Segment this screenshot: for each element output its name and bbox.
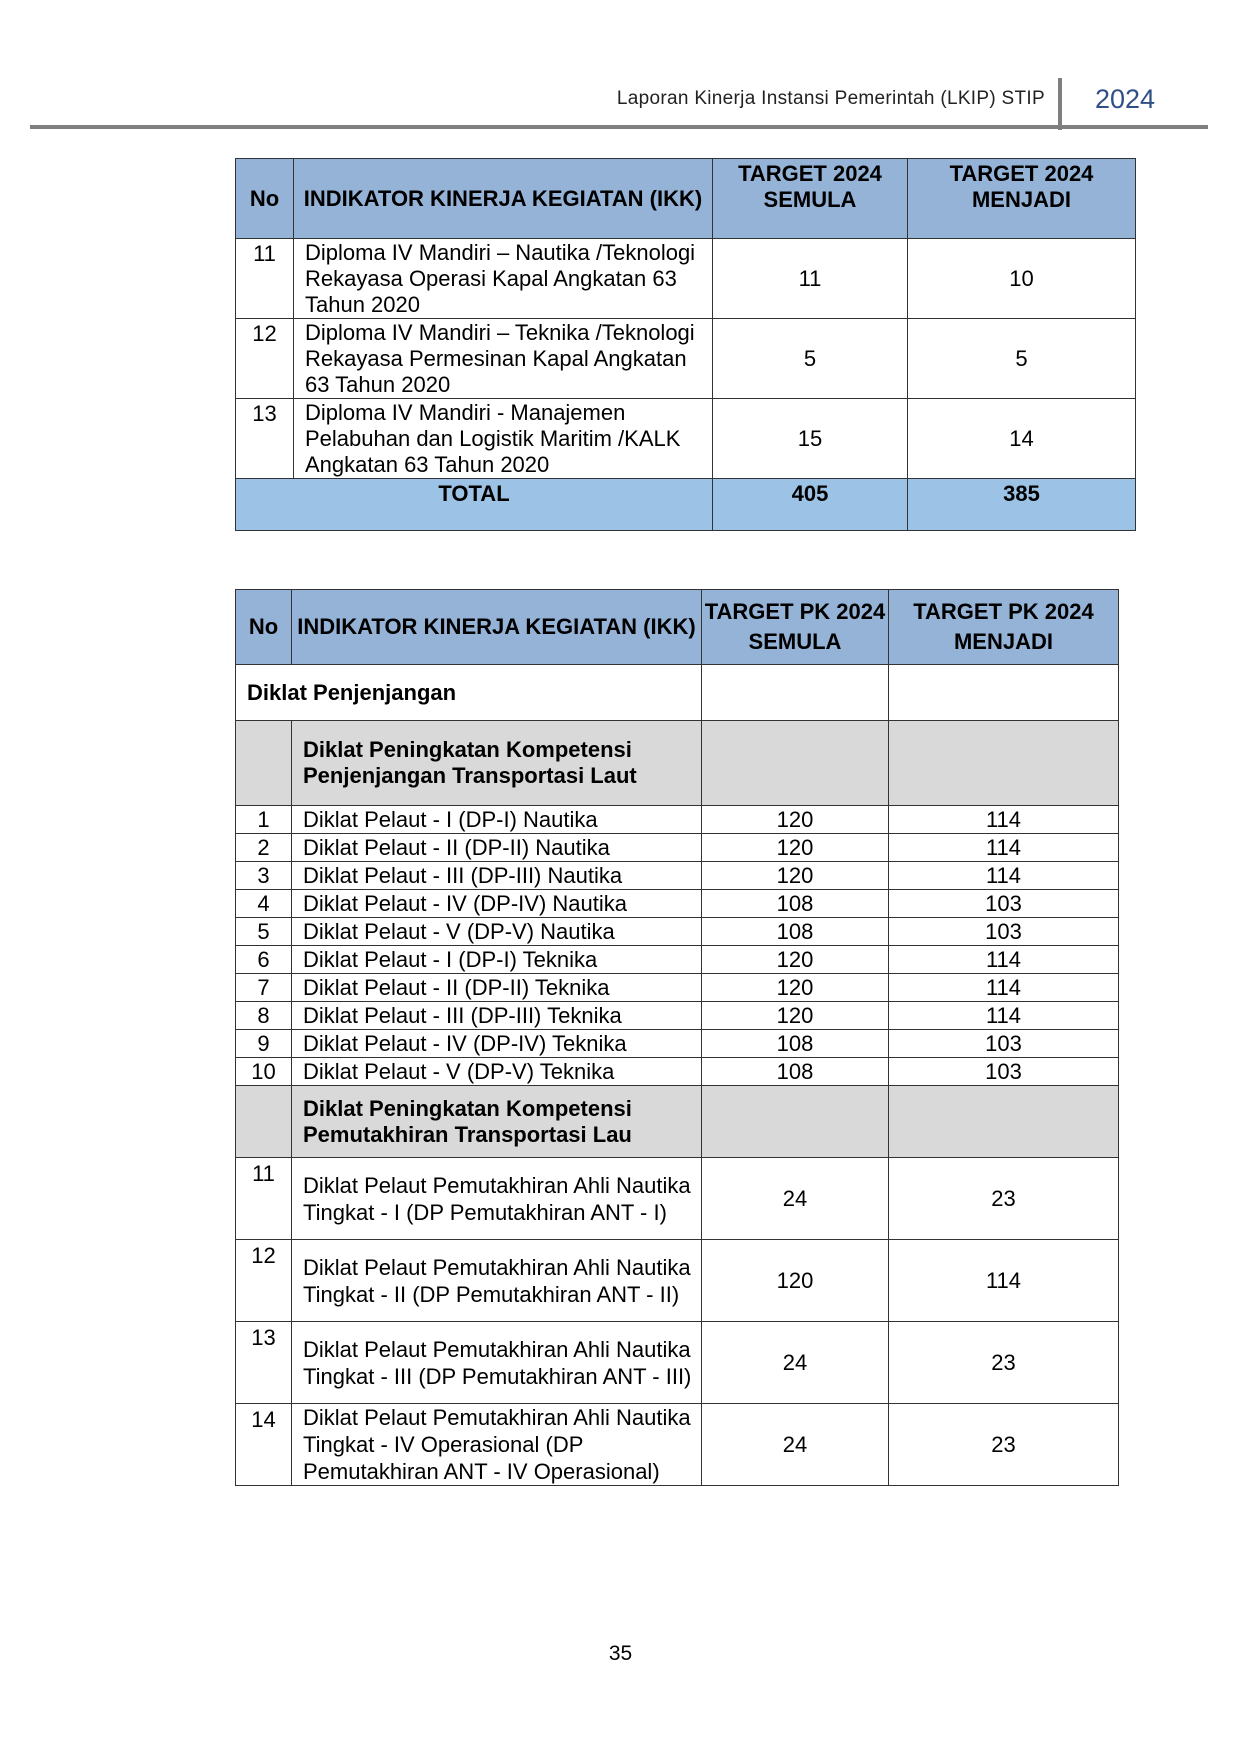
- row-no: 13: [236, 1322, 292, 1404]
- row-ikk: Diklat Pelaut - IV (DP-IV) Nautika: [292, 890, 702, 918]
- row-semula: 108: [702, 890, 889, 918]
- table-row: [236, 1404, 1119, 1486]
- row-ikk: Diklat Pelaut - V (DP-V) Teknika: [292, 1058, 702, 1086]
- row-menjadi: 103: [889, 1058, 1119, 1086]
- row-no: 11: [236, 1158, 292, 1240]
- row-ikk: Diklat Pelaut - III (DP-III) Nautika: [292, 862, 702, 890]
- row-ikk: Diklat Pelaut Pemutakhiran Ahli Nautika Tingkat - IV Operasional (DP Pemutakhiran ANT - IV Operasional): [292, 1404, 702, 1486]
- row-no: 4: [236, 890, 292, 918]
- row-no: 3: [236, 862, 292, 890]
- empty-cell: [702, 1086, 889, 1158]
- row-menjadi: 23: [889, 1322, 1119, 1404]
- row-menjadi: 114: [889, 834, 1119, 862]
- row-no: 2: [236, 834, 292, 862]
- row-semula: 108: [702, 1058, 889, 1086]
- row-ikk: Diploma IV Mandiri – Teknika /Teknologi Rekayasa Permesinan Kapal Angkatan 63 Tahun 2020: [294, 319, 713, 399]
- row-no: 6: [236, 946, 292, 974]
- row-menjadi: 23: [889, 1404, 1119, 1486]
- row-semula: 24: [702, 1158, 889, 1240]
- row-menjadi: 114: [889, 974, 1119, 1002]
- row-ikk: Diklat Pelaut - V (DP-V) Nautika: [292, 918, 702, 946]
- total-semula: 405: [713, 479, 908, 531]
- row-semula: 120: [702, 1002, 889, 1030]
- page-number: 35: [608, 1642, 633, 1665]
- target-table-1: [235, 158, 1136, 531]
- row-no: 13: [236, 399, 294, 479]
- row-menjadi: 103: [889, 918, 1119, 946]
- row-no: 1: [236, 806, 292, 834]
- row-semula: 120: [702, 806, 889, 834]
- row-no: 8: [236, 1002, 292, 1030]
- table-row: [236, 1030, 1119, 1058]
- row-no: 14: [236, 1404, 292, 1486]
- row-semula: 5: [713, 319, 908, 399]
- row-no: 12: [236, 319, 294, 399]
- row-menjadi: 114: [889, 862, 1119, 890]
- table-row: [236, 399, 1136, 479]
- table-row: [236, 946, 1119, 974]
- row-no: 5: [236, 918, 292, 946]
- row-ikk: Diklat Pelaut - III (DP-III) Teknika: [292, 1002, 702, 1030]
- row-ikk: Diploma IV Mandiri – Nautika /Teknologi Rekayasa Operasi Kapal Angkatan 63 Tahun 2020: [294, 239, 713, 319]
- row-ikk: Diklat Pelaut - II (DP-II) Teknika: [292, 974, 702, 1002]
- empty-cell: [236, 721, 292, 806]
- col-header-no: No: [236, 159, 294, 239]
- total-label: TOTAL: [236, 479, 713, 531]
- target-table-2: [235, 589, 1119, 1486]
- row-menjadi: 114: [889, 1240, 1119, 1322]
- row-ikk: Diklat Pelaut - I (DP-I) Nautika: [292, 806, 702, 834]
- row-ikk: Diklat Pelaut - I (DP-I) Teknika: [292, 946, 702, 974]
- table-row: [236, 834, 1119, 862]
- row-semula: 108: [702, 918, 889, 946]
- empty-cell: [702, 721, 889, 806]
- table-row: [236, 239, 1136, 319]
- table-row: [236, 1058, 1119, 1086]
- row-menjadi: 23: [889, 1158, 1119, 1240]
- row-menjadi: 114: [889, 806, 1119, 834]
- row-menjadi: 114: [889, 1002, 1119, 1030]
- table-row: [236, 806, 1119, 834]
- table-header-row: [236, 590, 1119, 665]
- row-semula: 108: [702, 1030, 889, 1058]
- table-row: [236, 1240, 1119, 1322]
- row-menjadi: 14: [908, 399, 1136, 479]
- row-ikk: Diklat Pelaut - IV (DP-IV) Teknika: [292, 1030, 702, 1058]
- header-rule: [30, 125, 1208, 129]
- empty-cell: [702, 665, 889, 721]
- col-header-ikk: INDIKATOR KINERJA KEGIATAN (IKK): [294, 159, 713, 239]
- table-row: [236, 1322, 1119, 1404]
- row-menjadi: 114: [889, 946, 1119, 974]
- col-header-ikk: INDIKATOR KINERJA KEGIATAN (IKK): [292, 590, 702, 665]
- row-no: 10: [236, 1058, 292, 1086]
- row-semula: 11: [713, 239, 908, 319]
- row-menjadi: 10: [908, 239, 1136, 319]
- row-ikk: Diklat Pelaut - II (DP-II) Nautika: [292, 834, 702, 862]
- row-ikk: Diklat Pelaut Pemutakhiran Ahli Nautika Tingkat - I (DP Pemutakhiran ANT - I): [292, 1158, 702, 1240]
- header-divider: [1058, 78, 1062, 130]
- table-row: [236, 319, 1136, 399]
- empty-cell: [236, 1086, 292, 1158]
- row-ikk: Diklat Pelaut Pemutakhiran Ahli Nautika Tingkat - II (DP Pemutakhiran ANT - II): [292, 1240, 702, 1322]
- section-label: Diklat Peningkatan Kompetensi Penjenjangan Transportasi Laut: [292, 721, 702, 806]
- report-year: 2024: [1095, 84, 1156, 114]
- row-menjadi: 103: [889, 890, 1119, 918]
- row-semula: 24: [702, 1322, 889, 1404]
- empty-cell: [889, 665, 1119, 721]
- col-header-semula: TARGET 2024 SEMULA: [713, 159, 908, 239]
- table-row: [236, 918, 1119, 946]
- section-label: Diklat Peningkatan Kompetensi Pemutakhiran Transportasi Lau: [292, 1086, 702, 1158]
- row-semula: 120: [702, 946, 889, 974]
- row-semula: 24: [702, 1404, 889, 1486]
- total-row: [236, 479, 1136, 531]
- table-row: [236, 974, 1119, 1002]
- group-label: Diklat Penjenjangan: [236, 665, 702, 721]
- row-semula: 120: [702, 974, 889, 1002]
- empty-cell: [889, 1086, 1119, 1158]
- row-menjadi: 5: [908, 319, 1136, 399]
- table-header-row: [236, 159, 1136, 239]
- row-no: 11: [236, 239, 294, 319]
- table-row: [236, 862, 1119, 890]
- report-title: Laporan Kinerja Instansi Pemerintah (LKIP) STIP: [616, 88, 1045, 109]
- row-no: 12: [236, 1240, 292, 1322]
- col-header-no: No: [236, 590, 292, 665]
- row-semula: 120: [702, 834, 889, 862]
- table-row: [236, 1002, 1119, 1030]
- row-menjadi: 103: [889, 1030, 1119, 1058]
- col-header-menjadi: TARGET PK 2024 MENJADI: [889, 590, 1119, 665]
- section-row: [236, 1086, 1119, 1158]
- section-row: [236, 721, 1119, 806]
- row-ikk: Diklat Pelaut Pemutakhiran Ahli Nautika Tingkat - III (DP Pemutakhiran ANT - III): [292, 1322, 702, 1404]
- row-semula: 120: [702, 1240, 889, 1322]
- empty-cell: [889, 721, 1119, 806]
- row-no: 7: [236, 974, 292, 1002]
- table-row: [236, 890, 1119, 918]
- total-menjadi: 385: [908, 479, 1136, 531]
- col-header-semula: TARGET PK 2024 SEMULA: [702, 590, 889, 665]
- row-no: 9: [236, 1030, 292, 1058]
- row-ikk: Diploma IV Mandiri - Manajemen Pelabuhan dan Logistik Maritim /KALK Angkatan 63 Tahun 2020: [294, 399, 713, 479]
- group-row: [236, 665, 1119, 721]
- row-semula: 120: [702, 862, 889, 890]
- table-row: [236, 1158, 1119, 1240]
- col-header-menjadi: TARGET 2024 MENJADI: [908, 159, 1136, 239]
- row-semula: 15: [713, 399, 908, 479]
